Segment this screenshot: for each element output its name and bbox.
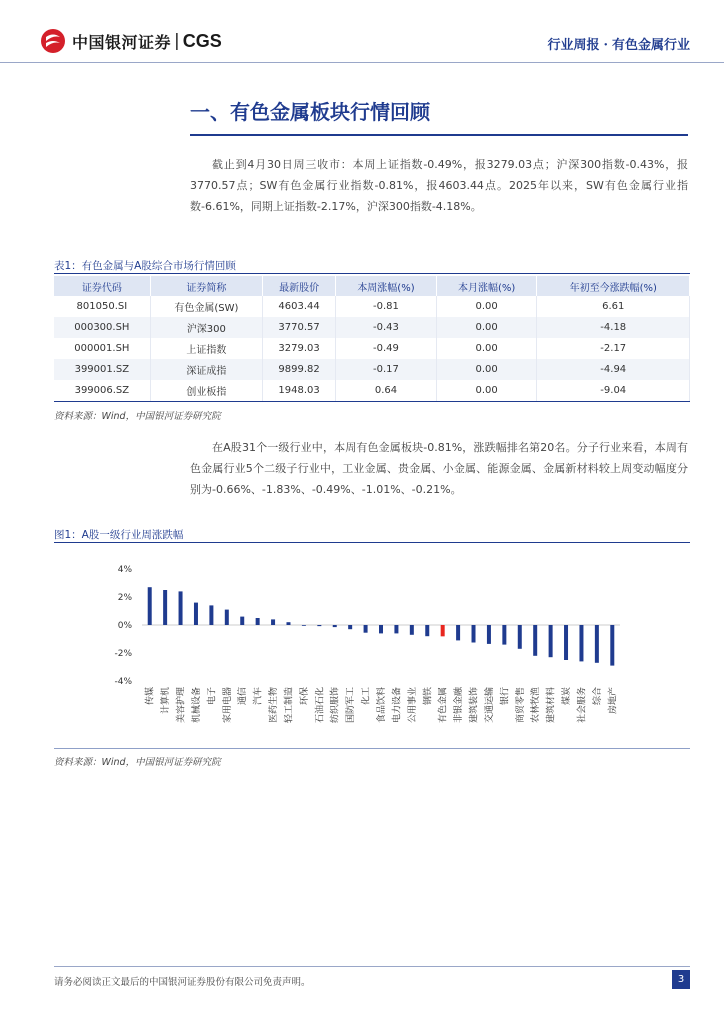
table-cell: 6.61 [537, 296, 690, 317]
x-category-label: 轻工制造 [284, 687, 295, 724]
footer-divider [54, 966, 690, 967]
x-category-label: 纺织服饰 [330, 687, 341, 724]
bar [502, 625, 506, 645]
x-category-label: 公用事业 [407, 687, 418, 724]
report-sector: 有色金属行业 [611, 38, 690, 53]
table-cell: 创业板指 [150, 380, 262, 402]
table-header-cell: 本月涨幅(%) [436, 276, 537, 296]
industry-ranking-paragraph: 在A股31个一级行业中，本周有色金属板块-0.81%，涨跌幅排名第20名。分子行业来看，本周有色金属行业5个二级子行业中，工业金属、贵金属、小金属、能源金属、金属新材料较上周变动幅度分别为-0.66%、-1.83%、-0.49%、-1.01%、-0.21%。 [190, 441, 688, 496]
bar [317, 625, 321, 626]
market-summary-paragraph: 截止到4月30日周三收市：本周上证指数-0.49%，报3279.03点；沪深300指数-0.43%，报3770.57点；SW有色金属行业指数-0.81%，报4603.44点。2025年以来，SW有色金属行业指数-6.61%，同期上证指数-2.17%，沪深300指数-4.18%。 [190, 158, 688, 213]
bar [240, 617, 244, 625]
table-cell: 000001.SH [54, 338, 150, 359]
bar [425, 625, 429, 636]
x-category-label: 建筑装饰 [469, 687, 480, 724]
x-category-label: 商贸零售 [515, 687, 526, 724]
table-cell: 深证成指 [150, 359, 262, 380]
table-header-cell: 最新股价 [263, 276, 336, 296]
page-number: 3 [672, 970, 690, 989]
report-type: 行业周报 [547, 38, 600, 53]
table-header-cell: 本周涨幅(%) [336, 276, 437, 296]
x-category-label: 家用电器 [222, 687, 233, 724]
table-cell: 1948.03 [263, 380, 336, 402]
x-category-label: 建筑材料 [546, 687, 557, 724]
bar [610, 625, 614, 666]
table-header-cell: 证券代码 [54, 276, 150, 296]
table-cell: 399006.SZ [54, 380, 150, 402]
bar [333, 625, 337, 627]
section-title-rule [190, 134, 688, 136]
table-cell: 3279.03 [263, 338, 336, 359]
x-category-label: 汽车 [253, 687, 264, 706]
table-caption: 表1：有色金属与A股综合市场行情回顾 [54, 260, 236, 272]
table-cell: 0.00 [436, 296, 537, 317]
section-title: 一、有色金属板块行情回顾 [190, 100, 430, 124]
x-category-label: 有色金属 [438, 687, 449, 724]
bar [286, 622, 290, 625]
table-cell: 0.00 [436, 317, 537, 338]
y-tick-label: -4% [114, 677, 132, 687]
chart-caption: 图1：A股一级行业周涨跌幅 [54, 529, 184, 541]
x-category-label: 电子 [207, 687, 218, 706]
table-cell: -0.49 [336, 338, 437, 359]
bar [456, 625, 460, 640]
x-category-label: 交通运输 [484, 687, 495, 724]
x-category-label: 环保 [299, 687, 310, 706]
table-row [54, 338, 690, 359]
table-cell: 上证指数 [150, 338, 262, 359]
x-category-label: 煤炭 [562, 687, 573, 706]
bar [209, 605, 213, 625]
y-tick-label: 4% [117, 565, 132, 575]
bar [348, 625, 352, 629]
x-category-label: 医药生物 [269, 687, 280, 724]
table-cell: -9.04 [537, 380, 690, 402]
x-category-label: 化工 [361, 687, 372, 706]
table-cell: 沪深300 [150, 317, 262, 338]
table-cell: -0.17 [336, 359, 437, 380]
x-category-label: 房地产 [608, 687, 619, 715]
bar [302, 625, 306, 626]
table-header-row [54, 276, 690, 296]
table-cell: 0.00 [436, 380, 537, 402]
table-cell: -2.17 [537, 338, 690, 359]
table-cell: 399001.SZ [54, 359, 150, 380]
y-tick-label: 2% [117, 593, 132, 603]
bar [194, 603, 198, 625]
report-header-label [547, 34, 690, 53]
table-cell: 0.00 [436, 359, 537, 380]
table-row [54, 359, 690, 380]
x-category-label: 银行 [500, 687, 511, 706]
table-cell: 3770.57 [263, 317, 336, 338]
bar [271, 619, 275, 625]
y-tick-label: 0% [117, 621, 132, 631]
bar [148, 587, 152, 625]
table-cell: 0.64 [336, 380, 437, 402]
brand-logo-icon [40, 28, 66, 54]
table-cell: 9899.82 [263, 359, 336, 380]
brand-logo [40, 28, 222, 54]
bar [518, 625, 522, 649]
table-cell: -4.94 [537, 359, 690, 380]
table-cell: 000300.SH [54, 317, 150, 338]
x-category-label: 美容护理 [176, 687, 187, 724]
bar [179, 591, 183, 625]
bar [579, 625, 583, 661]
bar [163, 590, 167, 625]
x-category-label: 农林牧渔 [531, 687, 542, 724]
footer-disclaimer: 请务必阅读正文最后的中国银河证券股份有限公司免责声明。 [54, 977, 311, 988]
header-dot: · [603, 38, 608, 53]
table-cell: 0.00 [436, 338, 537, 359]
table-cell: -4.18 [537, 317, 690, 338]
x-category-label: 国防军工 [346, 687, 357, 724]
bar [225, 610, 229, 625]
x-category-label: 机械设备 [191, 687, 202, 724]
bar [564, 625, 568, 660]
x-category-label: 钢铁 [423, 687, 434, 706]
bar [410, 625, 414, 635]
table-header-cell: 年初至今涨跌幅(%) [537, 276, 690, 296]
bar [364, 625, 368, 633]
table-row [54, 317, 690, 338]
x-category-label: 石油石化 [315, 687, 326, 724]
bar [441, 625, 445, 636]
chart-caption-rule [54, 542, 690, 543]
table-source-note: 资料来源：Wind，中国银河证券研究院 [54, 411, 221, 422]
table-header-cell: 证券简称 [150, 276, 262, 296]
bar [379, 625, 383, 633]
bar [533, 625, 537, 656]
chart-bottom-rule [54, 748, 690, 749]
x-category-label: 社会服务 [577, 687, 588, 724]
x-category-label: 食品饮料 [377, 687, 387, 724]
table-row [54, 296, 690, 317]
bar [394, 625, 398, 633]
table-cell: 801050.SI [54, 296, 150, 317]
x-category-label: 计算机 [161, 687, 172, 715]
industry-weekly-change-chart [90, 555, 650, 745]
header-divider [0, 62, 724, 63]
x-category-label: 通信 [238, 687, 249, 706]
table-cell: -0.81 [336, 296, 437, 317]
table-cell: 4603.44 [263, 296, 336, 317]
bar [487, 625, 491, 644]
brand-name-cn: 中国银河证券 [72, 32, 172, 52]
table-cell: 有色金属(SW) [150, 296, 262, 317]
x-category-label: 非银金融 [454, 687, 465, 724]
bar [256, 618, 260, 625]
table-caption-rule [54, 273, 690, 274]
bar [549, 625, 553, 657]
brand-name-en: CGS [182, 30, 222, 51]
bar [595, 625, 599, 663]
market-review-table [54, 276, 690, 402]
x-category-label: 传媒 [145, 687, 156, 706]
x-category-label: 综合 [592, 687, 603, 706]
chart-source-note: 资料来源：Wind，中国银河证券研究院 [54, 757, 221, 768]
table-cell: -0.43 [336, 317, 437, 338]
y-tick-label: -2% [114, 649, 132, 659]
bar [472, 625, 476, 643]
brand-separator: | [174, 31, 180, 51]
x-category-label: 电力设备 [392, 687, 403, 724]
table-row [54, 380, 690, 402]
